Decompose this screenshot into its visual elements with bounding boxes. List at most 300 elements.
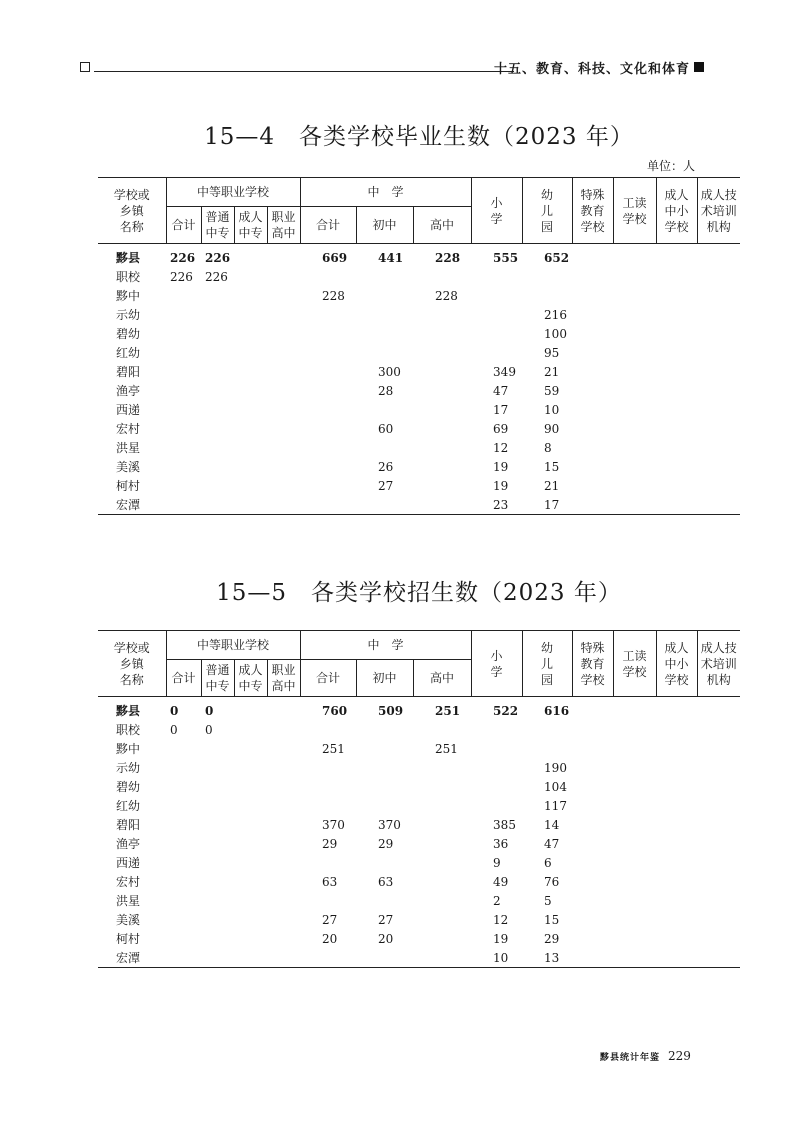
middle-total-header: 合计 — [300, 660, 356, 697]
primary-cell: 69 — [493, 421, 509, 436]
kindergarten-cell: 15 — [544, 912, 560, 927]
kindergarten-cell: 6 — [544, 855, 552, 870]
kindergarten-cell: 216 — [544, 307, 567, 322]
junior-middle-cell — [356, 324, 413, 343]
row-name: 红幼 — [116, 346, 141, 360]
empty-cell — [697, 267, 740, 286]
empty-cell — [613, 381, 656, 400]
vocational-adult-cell — [234, 777, 267, 796]
primary-cell: 17 — [493, 402, 509, 417]
vocational-adult-cell — [234, 948, 267, 968]
empty-cell — [697, 476, 740, 495]
primary-cell: 522 — [493, 703, 519, 718]
primary-school-header — [471, 631, 522, 697]
vocational-total-cell — [166, 815, 201, 834]
junior-middle-cell: 60 — [378, 421, 394, 436]
empty-cell — [572, 324, 613, 343]
empty-cell — [572, 815, 613, 834]
empty-cell — [697, 720, 740, 739]
empty-cell — [656, 910, 697, 929]
vocational-regular-header-line: 普通 — [205, 663, 230, 677]
empty-cell — [656, 495, 697, 515]
middle-total-cell — [300, 476, 356, 495]
table-row — [98, 739, 740, 758]
vocational-total-cell — [166, 872, 201, 891]
empty-cell — [656, 343, 697, 362]
primary-cell: 47 — [493, 383, 509, 398]
vocational-regular-cell — [201, 343, 234, 362]
empty-cell — [697, 891, 740, 910]
row-name: 渔亭 — [116, 384, 141, 398]
vocational-high-cell — [267, 739, 300, 758]
empty-cell — [656, 362, 697, 381]
row-header-line: 名称 — [119, 672, 144, 687]
vocational-total-cell — [166, 324, 201, 343]
vocational-regular-header-line: 中专 — [205, 679, 230, 693]
vocational-high-header-line: 职业 — [271, 663, 296, 677]
kindergarten-cell: 117 — [544, 798, 567, 813]
empty-cell — [656, 720, 697, 739]
empty-cell — [697, 286, 740, 305]
vocational-high-cell — [267, 853, 300, 872]
empty-cell — [656, 244, 697, 268]
vocational-adult-cell — [234, 758, 267, 777]
junior-middle-cell: 27 — [378, 478, 394, 493]
adult-primary-middle-header-line: 成人 — [664, 640, 689, 655]
kindergarten-cell: 15 — [544, 459, 560, 474]
senior-middle-cell — [413, 495, 471, 515]
middle-total-cell — [300, 457, 356, 476]
primary-school-header-line: 学 — [490, 211, 503, 226]
senior-middle-cell — [413, 362, 471, 381]
kindergarten-cell — [522, 739, 572, 758]
vocational-regular-cell — [201, 929, 234, 948]
senior-middle-cell — [413, 720, 471, 739]
middle-total-cell — [300, 796, 356, 815]
vocational-adult-cell — [234, 929, 267, 948]
junior-middle-cell: 28 — [378, 383, 394, 398]
vocational-high-cell — [267, 324, 300, 343]
middle-total-cell — [300, 758, 356, 777]
primary-cell — [471, 343, 522, 362]
senior-middle-cell — [413, 438, 471, 457]
vocational-regular-cell — [201, 853, 234, 872]
empty-cell — [656, 872, 697, 891]
table-row — [98, 324, 740, 343]
vocational-regular-cell — [201, 739, 234, 758]
empty-cell — [613, 739, 656, 758]
senior-middle-cell: 251 — [435, 741, 458, 756]
vocational-high-cell — [267, 495, 300, 515]
primary-cell: 9 — [493, 855, 501, 870]
vocational-adult-cell — [234, 476, 267, 495]
table-row — [98, 381, 740, 400]
empty-cell — [613, 697, 656, 721]
empty-cell — [572, 419, 613, 438]
vocational-total-cell — [166, 739, 201, 758]
row-name: 宏潭 — [98, 495, 166, 515]
primary-cell — [471, 324, 522, 343]
empty-cell — [613, 324, 656, 343]
vocational-total-cell — [166, 305, 201, 324]
empty-cell — [697, 457, 740, 476]
senior-middle-cell — [413, 815, 471, 834]
empty-cell — [572, 343, 613, 362]
adult-primary-middle-header-line: 学校 — [664, 672, 689, 687]
senior-middle-cell — [413, 305, 471, 324]
empty-cell — [572, 244, 613, 268]
table-row — [98, 815, 740, 834]
primary-school-header-line: 学 — [490, 664, 503, 679]
kindergarten-cell: 104 — [544, 779, 567, 794]
empty-cell — [572, 457, 613, 476]
vocational-total-cell: 226 — [170, 250, 196, 265]
kindergarten-cell: 5 — [544, 893, 552, 908]
adult-training-header-line: 术培训 — [700, 656, 737, 671]
empty-cell — [697, 324, 740, 343]
empty-cell — [572, 286, 613, 305]
table-row — [98, 244, 740, 268]
kindergarten-cell: 13 — [522, 948, 572, 968]
kindergarten-cell: 59 — [544, 383, 560, 398]
empty-cell — [656, 400, 697, 419]
vocational-adult-cell — [234, 381, 267, 400]
vocational-regular-cell — [201, 457, 234, 476]
empty-cell — [572, 476, 613, 495]
junior-middle-cell — [356, 305, 413, 324]
vocational-high-header — [267, 660, 300, 697]
empty-cell — [572, 720, 613, 739]
empty-cell — [656, 697, 697, 721]
empty-cell — [613, 910, 656, 929]
primary-school-header-line: 小 — [490, 195, 503, 210]
empty-cell — [697, 381, 740, 400]
senior-middle-header: 高中 — [413, 660, 471, 697]
primary-cell: 12 — [493, 912, 509, 927]
vocational-high-cell — [267, 948, 300, 968]
row-name: 柯村 — [116, 479, 141, 493]
vocational-total-cell — [166, 400, 201, 419]
vocational-regular-cell: 0 — [205, 722, 213, 737]
middle-total-cell: 251 — [322, 741, 345, 756]
kindergarten-cell: 616 — [544, 703, 570, 718]
vocational-adult-cell — [234, 910, 267, 929]
primary-cell: 12 — [493, 440, 509, 455]
empty-cell — [613, 929, 656, 948]
vocational-adult-header-line: 中专 — [238, 679, 263, 693]
vocational-total-cell — [166, 419, 201, 438]
row-name: 黟中 — [116, 289, 141, 303]
kindergarten-header-line: 园 — [541, 219, 554, 234]
empty-cell — [572, 834, 613, 853]
vocational-regular-header — [201, 660, 234, 697]
primary-cell: 23 — [471, 495, 522, 515]
empty-cell — [656, 948, 697, 968]
junior-middle-header: 初中 — [356, 660, 413, 697]
vocational-high-cell — [267, 305, 300, 324]
special-education-header — [572, 178, 613, 244]
row-name: 碧幼 — [116, 780, 141, 794]
adult-primary-middle-header — [656, 178, 697, 244]
vocational-total-header: 合计 — [166, 660, 201, 697]
vocational-total-cell — [166, 834, 201, 853]
junior-middle-cell: 27 — [378, 912, 394, 927]
vocational-adult-cell — [234, 891, 267, 910]
vocational-regular-cell — [201, 872, 234, 891]
vocational-regular-cell — [201, 476, 234, 495]
empty-cell — [697, 305, 740, 324]
empty-cell — [572, 381, 613, 400]
vocational-adult-cell — [234, 400, 267, 419]
row-name: 美溪 — [116, 460, 141, 474]
middle-total-cell — [300, 267, 356, 286]
empty-cell — [613, 948, 656, 968]
vocational-regular-cell — [201, 910, 234, 929]
senior-middle-cell — [413, 343, 471, 362]
empty-cell — [656, 419, 697, 438]
junior-middle-cell — [356, 891, 413, 910]
empty-cell — [697, 739, 740, 758]
junior-middle-cell — [356, 400, 413, 419]
table-row — [98, 286, 740, 305]
empty-cell — [572, 758, 613, 777]
table-row — [98, 305, 740, 324]
empty-cell — [697, 853, 740, 872]
kindergarten-header-line: 幼 — [541, 187, 554, 202]
senior-middle-cell — [413, 834, 471, 853]
empty-cell — [613, 362, 656, 381]
special-education-header-line: 教育 — [580, 656, 605, 671]
vocational-school-header: 中等职业学校 — [166, 178, 300, 207]
vocational-adult-cell — [234, 305, 267, 324]
kindergarten-cell: 10 — [544, 402, 560, 417]
empty-cell — [572, 305, 613, 324]
empty-cell — [656, 777, 697, 796]
senior-middle-cell — [413, 400, 471, 419]
empty-cell — [697, 929, 740, 948]
middle-total-header: 合计 — [300, 207, 356, 244]
senior-middle-cell — [413, 324, 471, 343]
kindergarten-cell: 90 — [544, 421, 560, 436]
empty-cell — [697, 815, 740, 834]
vocational-total-cell — [166, 476, 201, 495]
vocational-regular-cell — [201, 438, 234, 457]
kindergarten-header — [522, 178, 572, 244]
vocational-total-cell — [166, 891, 201, 910]
vocational-total-cell — [166, 438, 201, 457]
senior-middle-cell: 228 — [435, 288, 458, 303]
vocational-high-header-line: 职业 — [271, 210, 296, 224]
senior-middle-cell — [413, 777, 471, 796]
empty-cell — [572, 739, 613, 758]
junior-middle-cell — [356, 758, 413, 777]
vocational-total-header: 合计 — [166, 207, 201, 244]
senior-middle-cell — [413, 929, 471, 948]
kindergarten-cell — [522, 267, 572, 286]
row-name: 碧阳 — [116, 818, 141, 832]
primary-cell — [471, 777, 522, 796]
empty-cell — [613, 872, 656, 891]
junior-middle-cell: 26 — [378, 459, 394, 474]
primary-cell — [471, 758, 522, 777]
row-header-line: 名称 — [119, 219, 144, 234]
vocational-total-cell — [166, 343, 201, 362]
empty-cell — [656, 305, 697, 324]
middle-total-cell — [300, 948, 356, 968]
table-row — [98, 796, 740, 815]
senior-middle-header: 高中 — [413, 207, 471, 244]
junior-middle-cell — [356, 777, 413, 796]
middle-total-cell — [300, 381, 356, 400]
section-title: 十五、教育、科技、文化和体育 — [493, 62, 690, 77]
table-row — [98, 697, 740, 721]
vocational-high-cell — [267, 400, 300, 419]
empty-cell — [572, 796, 613, 815]
empty-cell — [656, 476, 697, 495]
vocational-high-cell — [267, 286, 300, 305]
empty-cell — [656, 267, 697, 286]
vocational-adult-cell — [234, 872, 267, 891]
empty-cell — [613, 476, 656, 495]
vocational-regular-cell — [201, 305, 234, 324]
header-row — [98, 631, 740, 660]
row-name: 黟县 — [116, 704, 141, 718]
vocational-total-cell: 226 — [170, 269, 193, 284]
empty-cell — [656, 929, 697, 948]
middle-total-cell: 228 — [322, 288, 345, 303]
primary-cell: 555 — [493, 250, 519, 265]
adult-training-header — [697, 178, 740, 244]
vocational-adult-cell — [234, 720, 267, 739]
vocational-high-cell — [267, 758, 300, 777]
primary-cell: 10 — [471, 948, 522, 968]
empty-cell — [697, 244, 740, 268]
row-name: 洪星 — [116, 441, 141, 455]
kindergarten-header-line: 幼 — [541, 640, 554, 655]
vocational-high-cell — [267, 267, 300, 286]
vocational-total-cell — [166, 910, 201, 929]
primary-cell: 2 — [493, 893, 501, 908]
vocational-adult-cell — [234, 834, 267, 853]
middle-total-cell — [300, 324, 356, 343]
empty-cell — [697, 796, 740, 815]
junior-middle-cell — [356, 796, 413, 815]
table-row — [98, 362, 740, 381]
empty-cell — [613, 343, 656, 362]
vocational-high-header-line: 高中 — [271, 226, 296, 240]
vocational-regular-cell — [201, 815, 234, 834]
kindergarten-cell: 21 — [544, 364, 560, 379]
vocational-high-cell — [267, 834, 300, 853]
junior-middle-cell: 509 — [378, 703, 404, 718]
senior-middle-cell: 251 — [435, 703, 461, 718]
empty-cell — [613, 758, 656, 777]
empty-cell — [656, 796, 697, 815]
middle-total-cell: 29 — [322, 836, 338, 851]
primary-cell: 19 — [493, 478, 509, 493]
primary-school-header — [471, 178, 522, 244]
kindergarten-cell: 8 — [544, 440, 552, 455]
vocational-adult-cell — [234, 324, 267, 343]
row-name: 宏潭 — [98, 948, 166, 968]
primary-cell — [471, 267, 522, 286]
vocational-adult-cell — [234, 739, 267, 758]
vocational-adult-cell — [234, 244, 267, 268]
table-row — [98, 495, 740, 515]
junior-middle-cell — [356, 948, 413, 968]
primary-cell: 349 — [493, 364, 516, 379]
vocational-regular-cell — [201, 381, 234, 400]
special-education-header — [572, 631, 613, 697]
vocational-total-cell — [166, 948, 201, 968]
table-row — [98, 834, 740, 853]
empty-cell — [572, 891, 613, 910]
row-name: 黟县 — [116, 251, 141, 265]
row-name: 西递 — [116, 856, 141, 870]
header-rule — [94, 71, 514, 72]
vocational-adult-header-line: 中专 — [238, 226, 263, 240]
adult-primary-middle-header-line: 成人 — [664, 187, 689, 202]
vocational-high-header — [267, 207, 300, 244]
workstudy-school-header-line: 工读 — [622, 195, 647, 210]
adult-training-header — [697, 631, 740, 697]
kindergarten-header — [522, 631, 572, 697]
junior-middle-cell: 20 — [378, 931, 394, 946]
junior-middle-cell: 29 — [378, 836, 394, 851]
vocational-high-cell — [267, 777, 300, 796]
empty-cell — [613, 267, 656, 286]
header-row — [98, 178, 740, 207]
adult-primary-middle-header-line: 中小 — [664, 656, 689, 671]
vocational-high-cell — [267, 476, 300, 495]
vocational-adult-cell — [234, 362, 267, 381]
vocational-regular-cell — [201, 758, 234, 777]
table-row — [98, 419, 740, 438]
row-name: 美溪 — [116, 913, 141, 927]
vocational-regular-header-line: 普通 — [205, 210, 230, 224]
vocational-total-cell — [166, 381, 201, 400]
empty-cell — [572, 910, 613, 929]
empty-cell — [697, 400, 740, 419]
middle-total-cell — [300, 343, 356, 362]
special-education-header-line: 教育 — [580, 203, 605, 218]
empty-cell — [613, 834, 656, 853]
empty-cell — [656, 758, 697, 777]
table-row — [98, 910, 740, 929]
empty-cell — [697, 948, 740, 968]
junior-middle-cell — [356, 739, 413, 758]
vocational-adult-cell — [234, 267, 267, 286]
vocational-total-cell — [166, 853, 201, 872]
vocational-high-cell — [267, 910, 300, 929]
primary-cell — [471, 286, 522, 305]
adult-primary-middle-header-line: 学校 — [664, 219, 689, 234]
empty-cell — [656, 815, 697, 834]
vocational-total-cell — [166, 362, 201, 381]
row-header-cell — [98, 178, 166, 244]
primary-cell: 385 — [493, 817, 516, 832]
empty-cell — [697, 343, 740, 362]
table-row — [98, 891, 740, 910]
row-header-line: 乡镇 — [119, 203, 144, 218]
senior-middle-cell — [413, 419, 471, 438]
enrollment-table — [98, 630, 740, 968]
vocational-adult-cell — [234, 697, 267, 721]
kindergarten-header-line: 园 — [541, 672, 554, 687]
empty-cell — [697, 834, 740, 853]
empty-cell — [697, 438, 740, 457]
primary-cell — [471, 739, 522, 758]
